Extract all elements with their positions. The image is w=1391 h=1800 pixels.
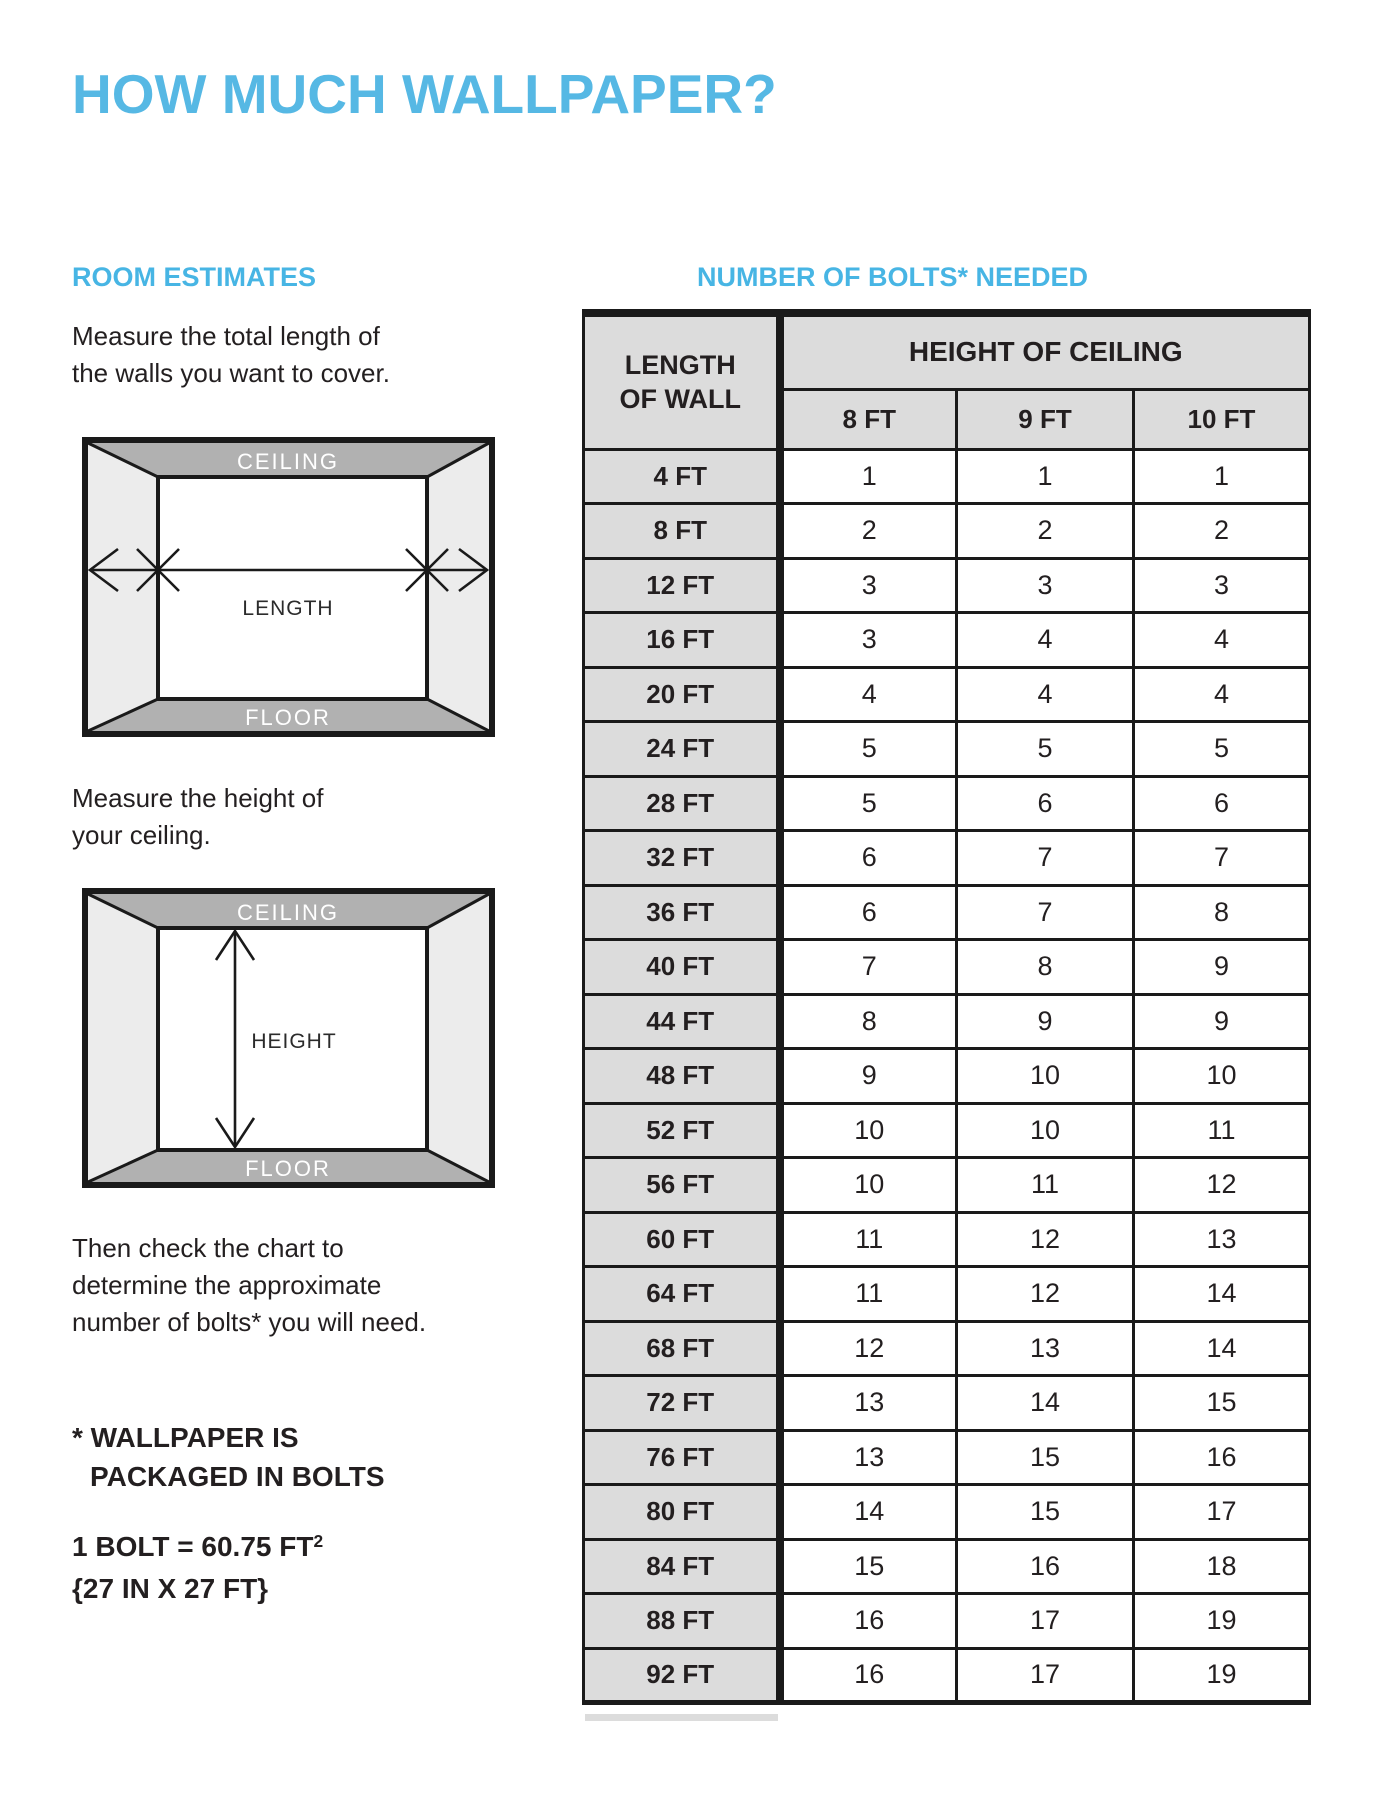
table-row <box>584 1158 1310 1213</box>
table-row <box>584 1594 1310 1649</box>
table-cell: 13 <box>780 1376 957 1431</box>
table-row <box>584 1485 1310 1540</box>
table-cell: 7 <box>957 885 1134 940</box>
col-header-8ft: 8 FT <box>780 389 957 449</box>
table-cell: 4 <box>1134 667 1310 722</box>
table-cell: 3 <box>780 613 957 668</box>
table-row <box>584 940 1310 995</box>
left-wall-surface <box>88 894 158 1182</box>
table-cell: 13 <box>957 1321 1134 1376</box>
right-wall-surface <box>427 443 489 731</box>
row-label: 36 FT <box>584 885 780 940</box>
bolt-size-info <box>72 1520 323 1610</box>
height-measure-label: HEIGHT <box>251 1030 337 1053</box>
table-cell: 9 <box>1134 994 1310 1049</box>
instruction-line: Measure the height of <box>72 783 324 813</box>
row-label: 32 FT <box>584 831 780 886</box>
row-label: 80 FT <box>584 1485 780 1540</box>
row-label: 52 FT <box>584 1103 780 1158</box>
room-estimates-heading: ROOM ESTIMATES <box>72 262 317 292</box>
instruction-line: Then check the chart to <box>72 1233 344 1263</box>
instruction-line: Measure the total length of <box>72 321 380 351</box>
table-cell: 4 <box>780 667 957 722</box>
table-cell: 14 <box>957 1376 1134 1431</box>
instruction-line: determine the approximate <box>72 1270 382 1300</box>
table-cell: 1 <box>957 449 1134 504</box>
row-label: 68 FT <box>584 1321 780 1376</box>
table-cell: 19 <box>1134 1648 1310 1703</box>
bolt-dimensions: {27 IN X 27 FT} <box>72 1573 269 1604</box>
table-cell: 11 <box>1134 1103 1310 1158</box>
table-row <box>584 722 1310 777</box>
table-cell: 8 <box>957 940 1134 995</box>
height-of-ceiling-header: HEIGHT OF CEILING <box>780 313 1310 389</box>
table-cell: 12 <box>957 1212 1134 1267</box>
row-label: 28 FT <box>584 776 780 831</box>
table-cell: 3 <box>780 558 957 613</box>
table-cell: 8 <box>780 994 957 1049</box>
table-cell: 11 <box>780 1212 957 1267</box>
table-cell: 17 <box>1134 1485 1310 1540</box>
table-cell: 11 <box>780 1267 957 1322</box>
table-cell: 9 <box>1134 940 1310 995</box>
bolts-table-heading: NUMBER OF BOLTS* NEEDED <box>697 262 1089 292</box>
table-cell: 6 <box>780 885 957 940</box>
table-header-row <box>584 313 1310 389</box>
table-bottom-stub <box>585 1714 778 1721</box>
table-cell: 2 <box>1134 504 1310 559</box>
table-row <box>584 504 1310 559</box>
table-cell: 2 <box>780 504 957 559</box>
instruction-line: your ceiling. <box>72 820 211 850</box>
row-label: 4 FT <box>584 449 780 504</box>
table-row <box>584 994 1310 1049</box>
measure-length-instruction <box>72 318 390 392</box>
back-wall <box>158 477 427 699</box>
row-label: 40 FT <box>584 940 780 995</box>
table-cell: 16 <box>957 1539 1134 1594</box>
row-label: 56 FT <box>584 1158 780 1213</box>
table-cell: 10 <box>780 1158 957 1213</box>
col-header-10ft: 10 FT <box>1134 389 1310 449</box>
table-cell: 10 <box>957 1049 1134 1104</box>
room-length-diagram <box>82 437 495 737</box>
table-row <box>584 667 1310 722</box>
table-cell: 5 <box>1134 722 1310 777</box>
table-row <box>584 1103 1310 1158</box>
table-row <box>584 831 1310 886</box>
check-chart-instruction <box>72 1230 426 1341</box>
table-cell: 14 <box>780 1485 957 1540</box>
row-label: 92 FT <box>584 1648 780 1703</box>
footnote-line: PACKAGED IN BOLTS <box>90 1461 385 1492</box>
row-label: 88 FT <box>584 1594 780 1649</box>
table-cell: 9 <box>780 1049 957 1104</box>
table-cell: 4 <box>957 613 1134 668</box>
instruction-line: number of bolts* you will need. <box>72 1307 427 1337</box>
table-row <box>584 613 1310 668</box>
table-cell: 7 <box>1134 831 1310 886</box>
table-cell: 17 <box>957 1648 1134 1703</box>
table-cell: 9 <box>957 994 1134 1049</box>
table-cell: 3 <box>957 558 1134 613</box>
table-row <box>584 558 1310 613</box>
squared-superscript: 2 <box>313 1531 324 1551</box>
table-cell: 16 <box>780 1594 957 1649</box>
row-label: 20 FT <box>584 667 780 722</box>
row-label: 44 FT <box>584 994 780 1049</box>
table-body <box>584 449 1310 1703</box>
wallpaper-bolts-footnote <box>72 1418 385 1496</box>
row-label: 84 FT <box>584 1539 780 1594</box>
row-label: 8 FT <box>584 504 780 559</box>
length-of-wall-header: LENGTH OF WALL <box>584 313 780 449</box>
length-measure-label: LENGTH <box>242 597 334 620</box>
footnote-line: * WALLPAPER IS <box>72 1422 299 1453</box>
table-cell: 14 <box>1134 1321 1310 1376</box>
table-row <box>584 1212 1310 1267</box>
ceiling-label: CEILING <box>236 900 340 925</box>
table-cell: 3 <box>1134 558 1310 613</box>
row-label: 24 FT <box>584 722 780 777</box>
col-header-9ft: 9 FT <box>957 389 1134 449</box>
floor-label: FLOOR <box>245 1156 331 1181</box>
table-row <box>584 449 1310 504</box>
ceiling-label: CEILING <box>236 449 340 474</box>
table-cell: 1 <box>780 449 957 504</box>
row-label: 48 FT <box>584 1049 780 1104</box>
table-row <box>584 776 1310 831</box>
row-label: 12 FT <box>584 558 780 613</box>
table-cell: 10 <box>957 1103 1134 1158</box>
row-label: 76 FT <box>584 1430 780 1485</box>
row-label: 64 FT <box>584 1267 780 1322</box>
table-cell: 16 <box>1134 1430 1310 1485</box>
table-row <box>584 1321 1310 1376</box>
table-cell: 6 <box>780 831 957 886</box>
floor-label: FLOOR <box>245 705 331 730</box>
right-wall-surface <box>427 894 489 1182</box>
table-cell: 5 <box>780 722 957 777</box>
table-cell: 10 <box>780 1103 957 1158</box>
table-cell: 5 <box>957 722 1134 777</box>
table-cell: 7 <box>957 831 1134 886</box>
row-label: 60 FT <box>584 1212 780 1267</box>
row-label: 72 FT <box>584 1376 780 1431</box>
table-cell: 14 <box>1134 1267 1310 1322</box>
table-cell: 11 <box>957 1158 1134 1213</box>
table-cell: 10 <box>1134 1049 1310 1104</box>
table-row <box>584 1376 1310 1431</box>
bolts-needed-table <box>582 309 1311 1705</box>
table-cell: 13 <box>780 1430 957 1485</box>
table-cell: 4 <box>957 667 1134 722</box>
table-row <box>584 1267 1310 1322</box>
table-cell: 15 <box>957 1430 1134 1485</box>
table-row <box>584 885 1310 940</box>
table-cell: 15 <box>1134 1376 1310 1431</box>
table-cell: 1 <box>1134 449 1310 504</box>
table-cell: 13 <box>1134 1212 1310 1267</box>
table-cell: 12 <box>957 1267 1134 1322</box>
table-cell: 15 <box>780 1539 957 1594</box>
table-cell: 12 <box>1134 1158 1310 1213</box>
table-cell: 18 <box>1134 1539 1310 1594</box>
table-cell: 5 <box>780 776 957 831</box>
table-cell: 4 <box>1134 613 1310 668</box>
table-cell: 6 <box>1134 776 1310 831</box>
row-label: 16 FT <box>584 613 780 668</box>
table-cell: 7 <box>780 940 957 995</box>
table-cell: 19 <box>1134 1594 1310 1649</box>
table-row <box>584 1539 1310 1594</box>
measure-height-instruction <box>72 780 324 854</box>
table-row <box>584 1430 1310 1485</box>
table-row <box>584 1049 1310 1104</box>
page-title: HOW MUCH WALLPAPER? <box>72 63 777 125</box>
instruction-line: the walls you want to cover. <box>72 358 390 388</box>
table-cell: 15 <box>957 1485 1134 1540</box>
table-cell: 17 <box>957 1594 1134 1649</box>
table-cell: 6 <box>957 776 1134 831</box>
left-wall-surface <box>88 443 158 731</box>
table-cell: 8 <box>1134 885 1310 940</box>
table-cell: 2 <box>957 504 1134 559</box>
table-cell: 16 <box>780 1648 957 1703</box>
table-cell: 12 <box>780 1321 957 1376</box>
ceiling-height-diagram <box>82 888 495 1188</box>
table-row <box>584 1648 1310 1703</box>
bolt-equation: 1 BOLT = 60.75 $FT^2$ <box>72 1531 324 1562</box>
